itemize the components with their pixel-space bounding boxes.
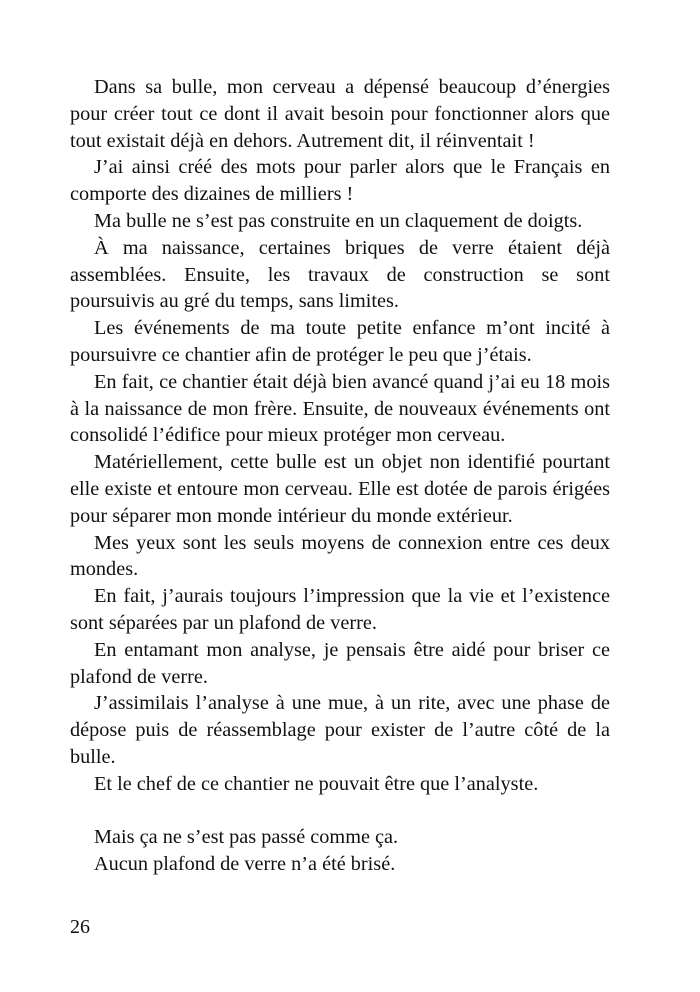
paragraph: Mes yeux sont les seuls moyens de connexion entre ces deux mondes. [70, 531, 610, 581]
paragraph: Aucun plafond de verre n’a été brisé. [94, 853, 396, 876]
paragraph: En entamant mon analyse, je pensais être aidé pour briser ce plafond de verre. [70, 638, 610, 688]
paragraph: Ma bulle ne s’est pas construite en un claquement de doigts. [94, 209, 583, 232]
paragraph: Dans sa bulle, mon cerveau a dépensé beaucoup d’énergies pour créer tout ce dont il avait besoin pour fonctionner alors que tout existait déjà en dehors. Autrement dit, il réinventait ! [70, 76, 610, 152]
paragraph: En fait, ce chantier était déjà bien avancé quand j’ai eu 18 mois à la naissance de mon frère. Ensuite, de nouveaux événements ont consolidé l’édifice pour mieux protéger mon cerveau. [70, 370, 610, 447]
paragraph: Matériellement, cette bulle est un objet non identifié pourtant elle existe et entoure mon cerveau. Elle est dotée de parois érigées pour séparer mon monde intérieur du monde extérieur. [70, 451, 610, 527]
paragraph: Mais ça ne s’est pas passé comme ça. [94, 826, 399, 849]
paragraph: J’ai ainsi créé des mots pour parler alors que le Français en comporte des dizaines de milliers ! [70, 156, 610, 206]
paragraph: J’assimilais l’analyse à une mue, à un rite, avec une phase de dépose puis de réassemblage pour exister de l’autre côté de la bulle. [70, 692, 610, 768]
paragraph: Les événements de ma toute petite enfance m’ont incité à poursuivre ce chantier afin de protéger le peu que j’étais. [70, 317, 610, 366]
page-number: 26 [70, 916, 90, 938]
page-body-text [70, 74, 610, 878]
paragraph: À ma naissance, certaines briques de verre étaient déjà assemblées. Ensuite, les travaux de construction se sont poursuivis au gré du temps, sans limites. [70, 236, 610, 313]
paragraph: En fait, j’aurais toujours l’impression que la vie et l’existence sont séparées par un plafond de verre. [70, 585, 610, 634]
paragraph: Et le chef de ce chantier ne pouvait être que l’analyste. [94, 772, 539, 795]
section-break [70, 798, 610, 825]
